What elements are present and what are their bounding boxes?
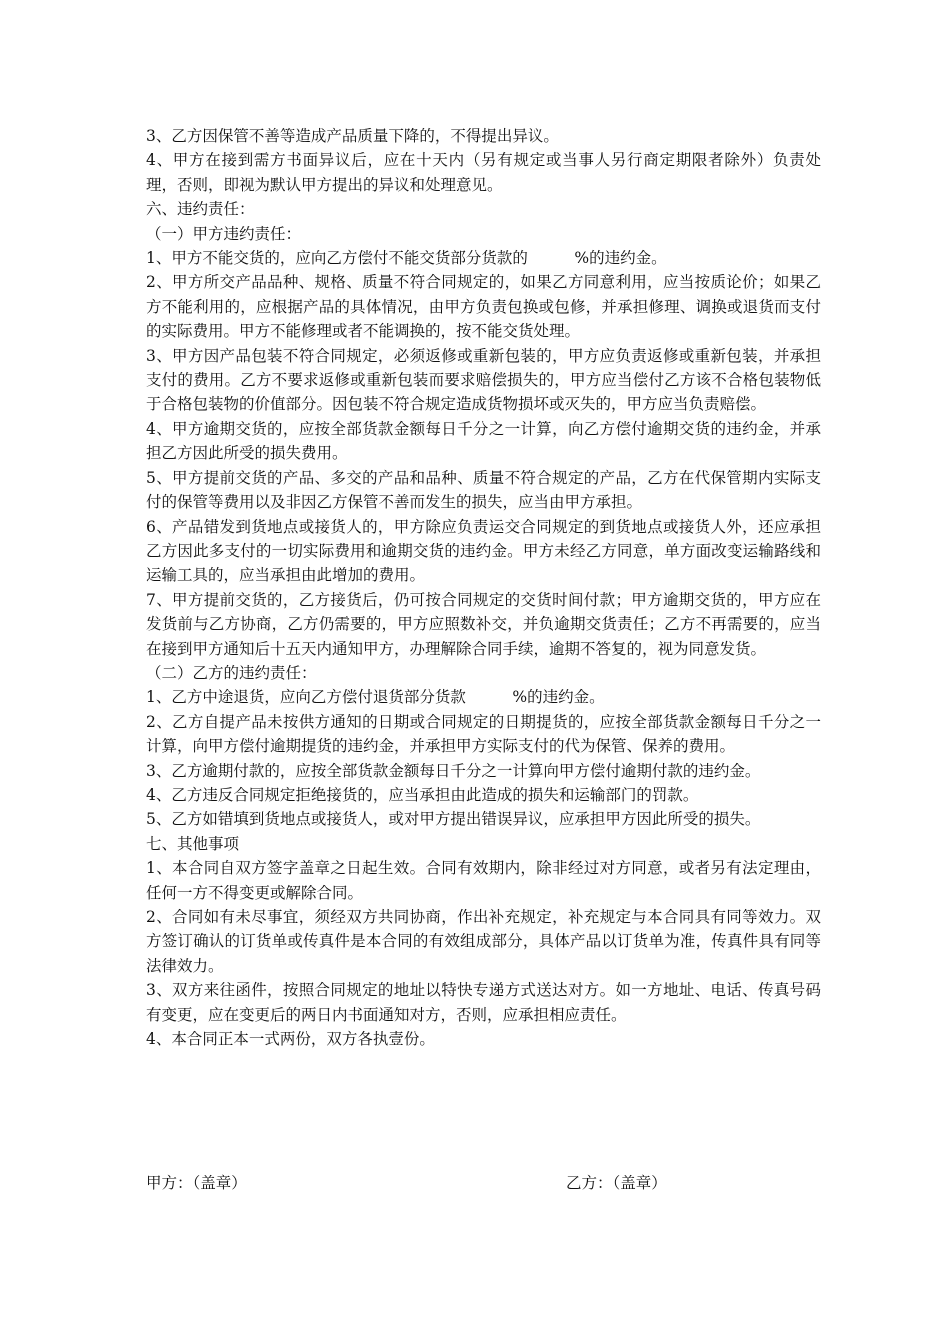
paragraph: 4、甲方在接到需方书面异议后，应在十天内（另有规定或当事人另行商定期限者除外）负责处理，否则，即视为默认甲方提出的异议和处理意见。: [146, 151, 821, 194]
paragraph: 5、甲方提前交货的产品、多交的产品和品种、质量不符合规定的产品，乙方在代保管期内实际支付的保管等费用以及非因乙方保管不善而发生的损失，应当由甲方承担。: [146, 468, 821, 512]
contract-body: [146, 124, 821, 1051]
subsection-heading: （一）甲方违约责任：: [146, 224, 302, 243]
paragraph: 3、甲方因产品包装不符合同规定，必须返修或重新包装的，甲方应负责返修或重新包装，并承担支付的费用。乙方不要求返修或重新包装而要求赔偿损失的，甲方应当偿付乙方该不合格包装物低于合格包装物的价值部分。因包装不符合规定造成货物损坏或灭失的，甲方应当负责赔偿。: [146, 346, 821, 414]
paragraph: 1、乙方中途退货，应向乙方偿付退货部分货款 %的违约金。: [146, 688, 605, 707]
paragraph: 2、合同如有未尽事宜，须经双方共同协商，作出补充规定，补充规定与本合同具有同等效力。双方签订确认的订货单或传真件是本合同的有效组成部分，具体产品以订货单为准，传真件具有同等法律效力。: [146, 908, 821, 975]
paragraph: 1、甲方不能交货的，应向乙方偿付不能交货部分货款的 %的违约金。: [146, 249, 667, 268]
paragraph: 3、乙方逾期付款的，应按全部货款金额每日千分之一计算向甲方偿付逾期付款的违约金。: [146, 761, 761, 780]
paragraph: 1、本合同自双方签字盖章之日起生效。合同有效期内，除非经过对方同意，或者另有法定理由，任何一方不得变更或解除合同。: [146, 859, 821, 902]
subsection-heading: （二）乙方的违约责任：: [146, 663, 317, 682]
paragraph: 2、乙方自提产品未按供方通知的日期或合同规定的日期提货的，应按全部货款金额每日千分之一计算，向甲方偿付逾期提货的违约金，并承担甲方实际支付的代为保管、保养的费用。: [146, 712, 821, 756]
paragraph: 5、乙方如错填到货地点或接货人，或对甲方提出错误异议，应承担甲方因此所受的损失。: [146, 810, 761, 829]
paragraph: 4、甲方逾期交货的，应按全部货款金额每日千分之一计算，向乙方偿付逾期交货的违约金，并承担乙方因此所受的损失费用。: [146, 419, 821, 463]
paragraph: 2、甲方所交产品品种、规格、质量不符合同规定的，如果乙方同意利用，应当按质论价；如果乙方不能利用的，应根据产品的具体情况，由甲方负责包换或包修，并承担修理、调换或退货而支付的实际费用。甲方不能修理或者不能调换的，按不能交货处理。: [146, 273, 821, 341]
paragraph: 4、本合同正本一式两份，双方各执壹份。: [146, 1030, 435, 1049]
party-b-signature: 乙方：（盖章）: [566, 1174, 667, 1192]
party-a-signature: 甲方：（盖章）: [146, 1174, 247, 1192]
paragraph: 3、乙方因保管不善等造成产品质量下降的，不得提出异议。: [146, 127, 559, 145]
paragraph: 7、甲方提前交货的，乙方接货后，仍可按合同规定的交货时间付款；甲方逾期交货的，甲方应在发货前与乙方协商，乙方仍需要的，甲方应照数补交，并负逾期交货责任；乙方不再需要的，应当在接到甲方通知后十五天内通知甲方，办理解除合同手续，逾期不答复的，视为同意发货。: [146, 590, 821, 658]
paragraph: 3、双方来往函件，按照合同规定的地址以特快专递方式送达对方。如一方地址、电话、传真号码有变更，应在变更后的两日内书面通知对方，否则，应承担相应责任。: [146, 981, 821, 1024]
paragraph: 6、产品错发到货地点或接货人的，甲方除应负责运交合同规定的到货地点或接货人外，还应承担乙方因此多支付的一切实际费用和逾期交货的违约金。甲方未经乙方同意，单方面改变运输路线和运输工具的，应当承担由此增加的费用。: [146, 517, 821, 585]
signature-block: [146, 1171, 821, 1195]
paragraph: 4、乙方违反合同规定拒绝接货的，应当承担由此造成的损失和运输部门的罚款。: [146, 785, 699, 804]
section-heading: 六、违约责任：: [146, 200, 255, 219]
section-heading: 七、其他事项: [146, 834, 240, 853]
